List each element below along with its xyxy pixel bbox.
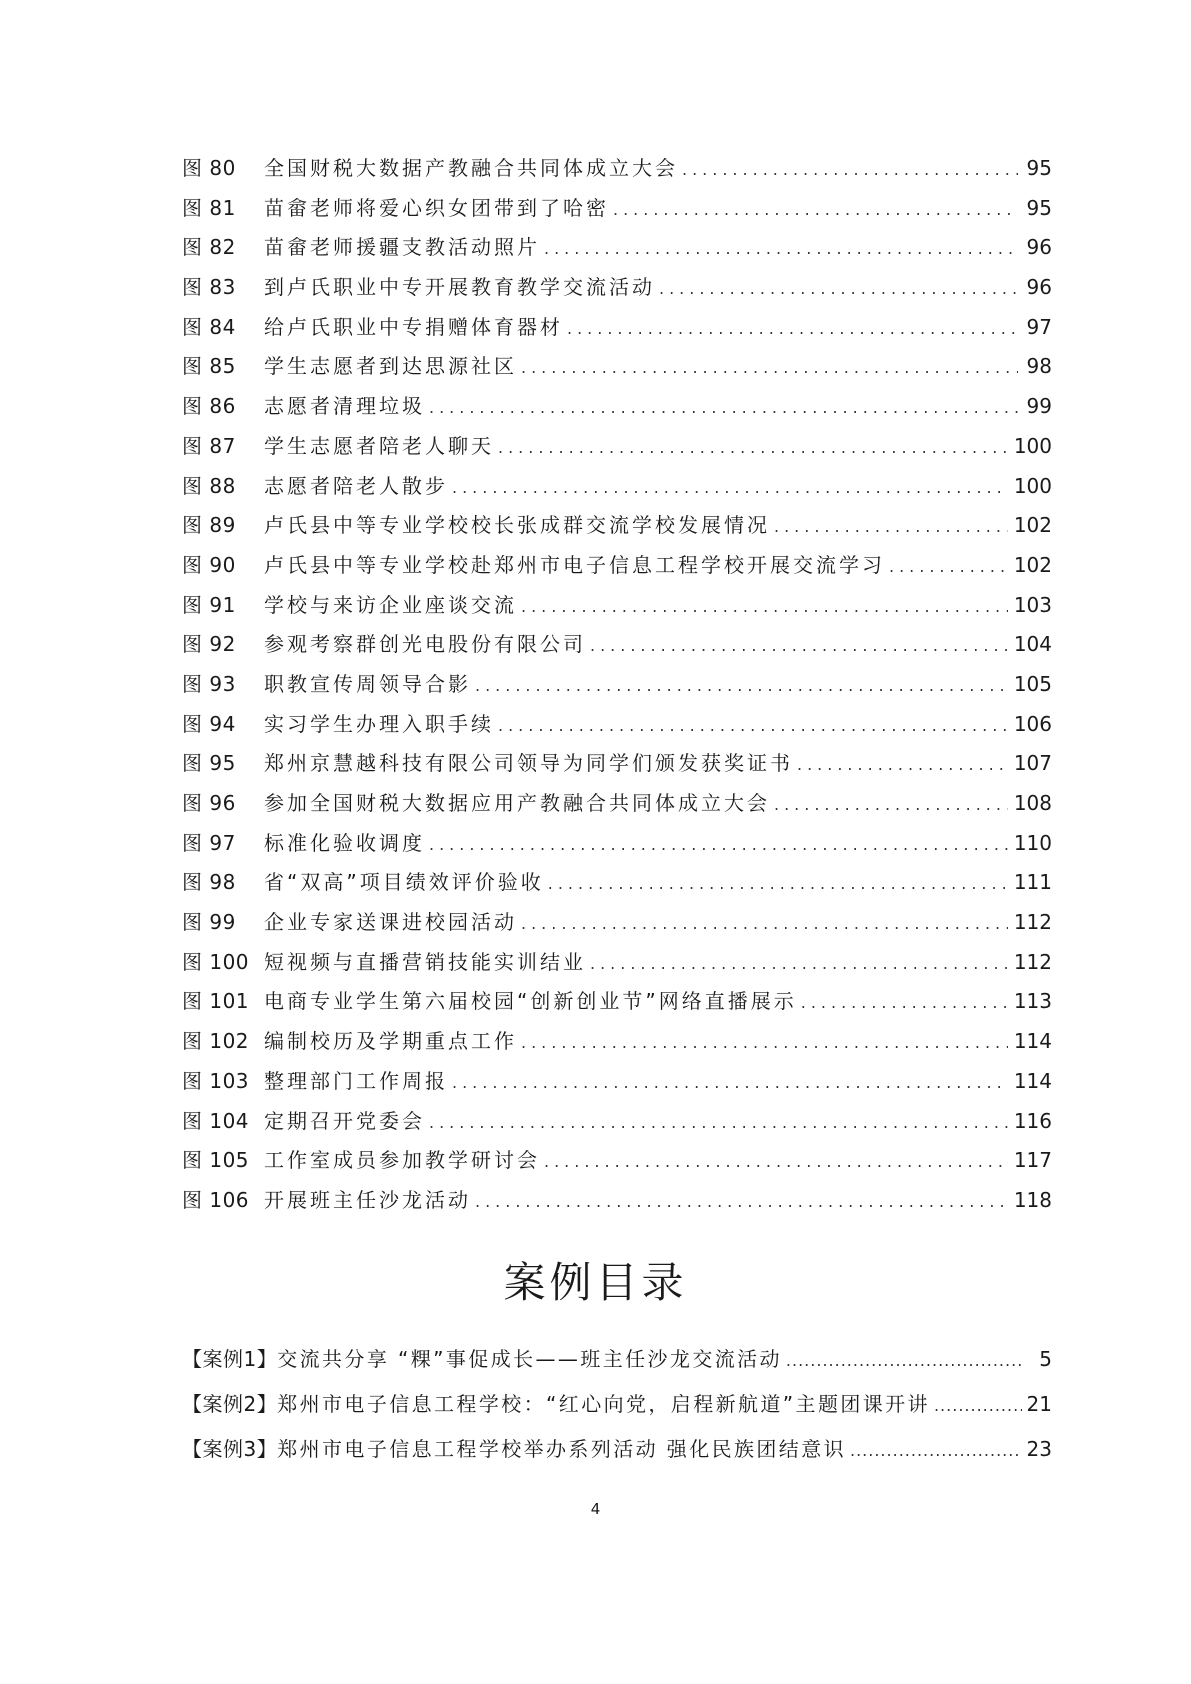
figure-label: 图 106: [182, 1187, 250, 1212]
figure-title: 学校与来访企业座谈交流: [264, 592, 517, 617]
dot-leader: [544, 229, 1018, 269]
case-index-title: 案例目录: [503, 1258, 688, 1307]
figure-title: 志愿者陪老人散步: [264, 473, 448, 498]
dot-leader: [452, 468, 1008, 508]
figure-entry[interactable]: [182, 744, 1052, 784]
case-label: 【案例1】: [182, 1347, 278, 1371]
figure-page-number: 104: [1013, 632, 1052, 657]
dot-leader: [659, 269, 1018, 309]
figure-title: 郑州京慧越科技有限公司领导为同学们颁发获奖证书: [264, 751, 793, 776]
figure-label: 图 99: [182, 910, 236, 935]
dot-leader: [682, 150, 1018, 190]
figure-page-number: 95: [1026, 195, 1052, 220]
figure-title: 短视频与直播营销技能实训结业: [264, 949, 586, 974]
dot-leader: [429, 1103, 1008, 1143]
figure-label: 图 92: [182, 632, 236, 657]
figure-label: 图 89: [182, 513, 236, 538]
figure-title: 学生志愿者陪老人聊天: [264, 433, 494, 458]
figure-title: 开展班主任沙龙活动: [264, 1187, 471, 1212]
figure-page-number: 110: [1013, 830, 1052, 855]
figure-entry[interactable]: [182, 427, 1052, 467]
figure-label: 图 104: [182, 1108, 250, 1133]
figure-label: 图 95: [182, 751, 236, 776]
figure-page-number: 112: [1013, 949, 1052, 974]
dot-leader: [452, 1063, 1008, 1103]
figure-label: 图 87: [182, 433, 236, 458]
figure-label: 图 91: [182, 592, 236, 617]
figure-title: 全国财税大数据产教融合共同体成立大会: [264, 156, 678, 180]
dot-leader: [475, 1182, 1008, 1222]
figure-title: 标准化验收调度: [264, 830, 425, 855]
figure-title: 卢氏县中等专业学校校长张成群交流学校发展情况: [264, 513, 770, 538]
figure-index-list: [182, 149, 1052, 1221]
case-page-number: 5: [1039, 1347, 1052, 1371]
dot-leader: [774, 507, 1008, 547]
figure-entry[interactable]: [182, 705, 1052, 745]
figure-entry[interactable]: [182, 903, 1052, 943]
dot-leader: [774, 785, 1008, 825]
case-label: 【案例3】: [182, 1437, 278, 1461]
dot-leader: [801, 983, 1008, 1023]
figure-label: 图 97: [182, 830, 236, 855]
figure-page-number: 117: [1013, 1148, 1052, 1173]
dot-leader: [850, 1428, 1022, 1473]
figure-label: 图 85: [182, 354, 236, 379]
figure-page-number: 103: [1013, 592, 1052, 617]
figure-page-number: 96: [1026, 275, 1052, 300]
case-entry[interactable]: [182, 1337, 1052, 1382]
figure-entry[interactable]: [182, 586, 1052, 626]
dot-leader: [797, 745, 1008, 785]
figure-title: 工作室成员参加教学研讨会: [264, 1148, 540, 1173]
figure-title: 参观考察群创光电股份有限公司: [264, 632, 586, 657]
figure-page-number: 111: [1013, 870, 1052, 895]
figure-page-number: 100: [1013, 433, 1052, 458]
figure-label: 图 83: [182, 275, 236, 300]
figure-title: 编制校历及学期重点工作: [264, 1029, 517, 1054]
case-page-number: 23: [1026, 1437, 1052, 1461]
figure-label: 图 103: [182, 1068, 250, 1093]
page-number: 4: [590, 1500, 601, 1518]
dot-leader: [934, 1383, 1022, 1428]
dot-leader: [590, 626, 1008, 666]
case-title: 交流共分享 “粿”事促成长——班主任沙龙交流活动: [277, 1347, 782, 1371]
figure-title: 整理部门工作周报: [264, 1068, 448, 1093]
figure-title: 职教宣传周领导合影: [264, 671, 471, 696]
figure-page-number: 105: [1013, 671, 1052, 696]
figure-entry[interactable]: [182, 347, 1052, 387]
figure-page-number: 97: [1026, 314, 1052, 339]
dot-leader: [889, 547, 1008, 587]
figure-label: 图 86: [182, 394, 236, 419]
dot-leader: [521, 348, 1018, 388]
figure-entry[interactable]: [182, 546, 1052, 586]
figure-title: 定期召开党委会: [264, 1108, 425, 1133]
dot-leader: [521, 904, 1008, 944]
figure-entry[interactable]: [182, 1062, 1052, 1102]
case-title: 郑州市电子信息工程学校：“红心向党，启程新航道”主题团课开讲: [277, 1392, 930, 1416]
case-label: 【案例2】: [182, 1392, 278, 1416]
case-entry[interactable]: [182, 1427, 1052, 1472]
dot-leader: [498, 428, 1008, 468]
figure-entry[interactable]: [182, 943, 1052, 983]
figure-entry[interactable]: [182, 506, 1052, 546]
figure-entry[interactable]: [182, 1181, 1052, 1221]
dot-leader: [429, 388, 1018, 428]
figure-title: 志愿者清理垃圾: [264, 394, 425, 419]
figure-title: 卢氏县中等专业学校赴郑州市电子信息工程学校开展交流学习: [264, 552, 885, 577]
figure-entry[interactable]: [182, 863, 1052, 903]
figure-label: 图 94: [182, 711, 236, 736]
figure-title: 省“双高”项目绩效评价验收: [264, 870, 544, 895]
dot-leader: [613, 190, 1018, 230]
figure-label: 图 84: [182, 314, 236, 339]
figure-page-number: 102: [1013, 552, 1052, 577]
figure-label: 图 80: [182, 156, 236, 180]
figure-entry[interactable]: [182, 149, 1052, 189]
figure-entry[interactable]: [182, 308, 1052, 348]
figure-page-number: 98: [1026, 354, 1052, 379]
case-page-number: 21: [1026, 1392, 1052, 1416]
case-title: 郑州市电子信息工程学校举办系列活动 强化民族团结意识: [277, 1437, 846, 1461]
figure-page-number: 108: [1013, 791, 1052, 815]
figure-entry[interactable]: [182, 625, 1052, 665]
figure-entry[interactable]: [182, 1022, 1052, 1062]
figure-page-number: 114: [1013, 1068, 1052, 1093]
dot-leader: [521, 1023, 1008, 1063]
figure-page-number: 99: [1026, 394, 1052, 419]
figure-entry[interactable]: [182, 1141, 1052, 1181]
dot-leader: [567, 309, 1018, 349]
dot-leader: [498, 706, 1008, 746]
case-entry[interactable]: [182, 1382, 1052, 1427]
figure-page-number: 106: [1013, 711, 1052, 736]
figure-title: 电商专业学生第六届校园“创新创业节”网络直播展示: [264, 989, 797, 1014]
figure-label: 图 82: [182, 235, 236, 260]
figure-entry[interactable]: [182, 387, 1052, 427]
figure-page-number: 112: [1013, 910, 1052, 935]
figure-title: 给卢氏职业中专捐赠体育器材: [264, 314, 563, 339]
figure-label: 图 101: [182, 989, 250, 1014]
figure-page-number: 95: [1026, 156, 1052, 180]
figure-entry[interactable]: [182, 268, 1052, 308]
figure-page-number: 114: [1013, 1029, 1052, 1054]
dot-leader: [429, 825, 1008, 865]
figure-title: 企业专家送课进校园活动: [264, 910, 517, 935]
dot-leader: [590, 944, 1008, 984]
dot-leader: [521, 587, 1008, 627]
figure-entry[interactable]: [182, 1102, 1052, 1142]
figure-label: 图 96: [182, 791, 236, 815]
figure-label: 图 93: [182, 671, 236, 696]
figure-title: 学生志愿者到达思源社区: [264, 354, 517, 379]
figure-entry[interactable]: [182, 982, 1052, 1022]
figure-label: 图 100: [182, 949, 250, 974]
figure-page-number: 100: [1013, 473, 1052, 498]
figure-label: 图 102: [182, 1029, 250, 1054]
figure-page-number: 113: [1013, 989, 1052, 1014]
figure-entry[interactable]: [182, 824, 1052, 864]
figure-page-number: 107: [1013, 751, 1052, 776]
case-index-list: [182, 1337, 1052, 1472]
figure-title: 苗畲老师将爱心织女团带到了哈密: [264, 195, 609, 220]
figure-page-number: 118: [1013, 1187, 1052, 1212]
dot-leader: [475, 666, 1008, 706]
figure-entry[interactable]: [182, 784, 1052, 824]
figure-label: 图 88: [182, 473, 236, 498]
figure-entry[interactable]: [182, 665, 1052, 705]
figure-page-number: 96: [1026, 235, 1052, 260]
figure-title: 到卢氏职业中专开展教育教学交流活动: [264, 275, 655, 300]
dot-leader: [548, 864, 1008, 904]
dot-leader: [786, 1338, 1022, 1383]
figure-entry[interactable]: [182, 189, 1052, 229]
figure-title: 实习学生办理入职手续: [264, 711, 494, 736]
figure-title: 苗畲老师援疆支教活动照片: [264, 235, 540, 260]
dot-leader: [544, 1142, 1008, 1182]
figure-label: 图 81: [182, 195, 236, 220]
figure-label: 图 98: [182, 870, 236, 895]
figure-label: 图 105: [182, 1148, 250, 1173]
figure-page-number: 116: [1013, 1108, 1052, 1133]
figure-title: 参加全国财税大数据应用产教融合共同体成立大会: [264, 791, 770, 815]
figure-entry[interactable]: [182, 228, 1052, 268]
figure-entry[interactable]: [182, 467, 1052, 507]
figure-page-number: 102: [1013, 513, 1052, 538]
figure-label: 图 90: [182, 552, 236, 577]
